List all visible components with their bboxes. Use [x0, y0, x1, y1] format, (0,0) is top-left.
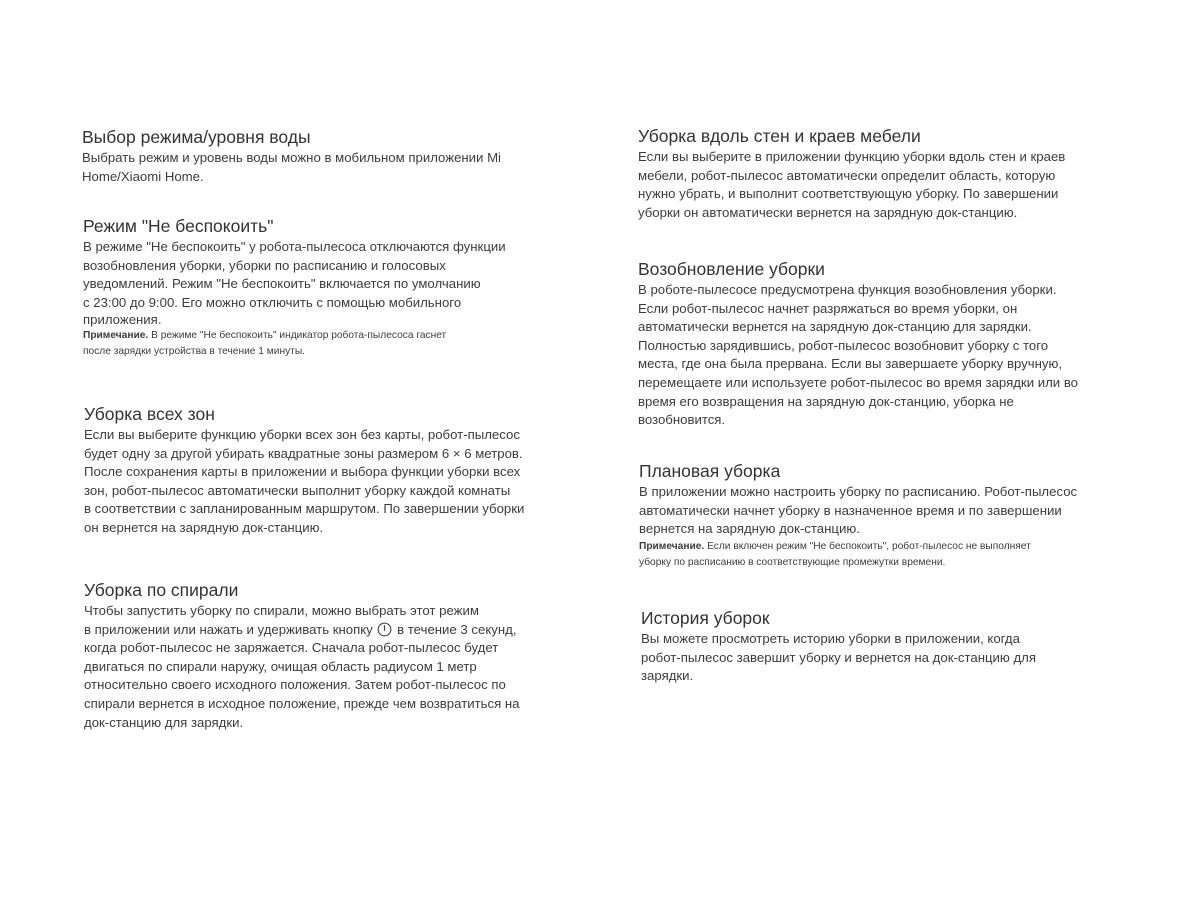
body-line: робот-пылесос завершит уборку и вернется на док-станцию для — [641, 649, 1036, 665]
body-line: уведомлений. Режим "Не беспокоить" включается по умолчанию — [83, 276, 481, 292]
note-line — [639, 539, 1114, 555]
body-line: время его возвращения на зарядную док-станцию, уборка не — [638, 393, 1014, 409]
section-title: Уборка по спирали — [84, 580, 239, 600]
body-line: зарядки. — [641, 668, 694, 684]
body-line: Чтобы запустить уборку по спирали, можно выбрать этот режим — [84, 603, 479, 618]
body-line: Если робот-пылесос начнет разряжаться во время уборки, он — [638, 300, 1018, 316]
body-line: автоматически вернется на зарядную док-станцию для зарядки. — [638, 319, 1032, 335]
body-line: вернется на зарядную док-станцию. — [639, 521, 860, 537]
note-text: Если включен режим "Не беспокоить", робот-пылесос не выполняет — [704, 540, 1031, 552]
section-title: Плановая уборка — [639, 461, 781, 481]
body-line: док-станцию для зарядки. — [84, 714, 244, 730]
section-spiral — [84, 579, 559, 732]
section-title: История уборок — [641, 608, 770, 628]
body-line: зон, робот-пылесос автоматически выполнит уборку каждой комнаты — [84, 482, 511, 498]
body-line: возобновится. — [638, 412, 726, 428]
body-line: относительно своего исходного положения. Затем робот-пылесос по — [84, 677, 506, 693]
note-line: уборку по расписанию в соответствующие промежутки времени. — [639, 556, 946, 568]
body-line: с 23:00 до 9:00. Его можно отключить с помощью мобильного — [83, 294, 462, 310]
body-line: нужно убрать, и выполнит соответствующую уборку. По завершении — [638, 186, 1059, 202]
section-cleaning-history — [641, 607, 1116, 686]
section-title: Уборка вдоль стен и краев мебели — [638, 126, 921, 146]
body-line: мебели, робот-пылесос автоматически определит область, которую — [638, 167, 1056, 183]
note-line — [83, 328, 558, 344]
body-line: Если вы выберите в приложении функцию уборки вдоль стен и краев — [638, 149, 1066, 164]
section-title: Возобновление уборки — [638, 259, 825, 279]
power-button-icon — [377, 622, 392, 637]
body-line: места, где она была прервана. Если вы завершаете уборку вручную, — [638, 356, 1063, 372]
body-line: В приложении можно настроить уборку по расписанию. Робот-пылесос — [639, 484, 1078, 499]
body-line: будет одну за другой убирать квадратные зоны размером 6 × 6 метров. — [84, 445, 523, 461]
body-line — [84, 621, 559, 640]
section-do-not-disturb — [83, 215, 558, 360]
section-title: Выбор режима/уровня воды — [82, 127, 311, 147]
body-text: в приложении или нажать и удерживать кнопку — [84, 621, 377, 637]
note-label: Примечание. — [83, 330, 149, 342]
body-line: возобновления уборки, уборки по расписанию и голосовых — [83, 257, 446, 273]
section-title: Режим "Не беспокоить" — [83, 216, 274, 236]
body-line: Вы можете просмотреть историю уборки в приложении, когда — [641, 631, 1020, 646]
section-mode-water-level — [82, 126, 557, 186]
body-line: двигаться по спирали наружу, очищая область радиусом 1 метр — [84, 658, 477, 674]
section-edges — [638, 125, 1113, 222]
body-line: Полностью зарядившись, робот-пылесос возобновит уборку с того — [638, 337, 1049, 353]
note-line: после зарядки устройства в течение 1 минуты. — [83, 346, 305, 358]
body-line: спирали вернется в исходное положение, прежде чем возвратиться на — [84, 695, 520, 711]
body-line: Home/Xiaomi Home. — [82, 168, 204, 184]
body-line: автоматически начнет уборку в назначенное время и по завершении — [639, 502, 1062, 518]
body-line: в соответствии с запланированным маршрутом. По завершении уборки — [84, 501, 525, 517]
body-line: В режиме "Не беспокоить" у робота-пылесоса отключаются функции — [83, 239, 506, 254]
section-resume-cleaning — [638, 258, 1113, 430]
body-line: когда робот-пылесос не заряжается. Сначала робот-пылесос будет — [84, 640, 499, 656]
body-line: приложения. — [83, 312, 162, 328]
body-line: уборки он автоматически вернется на зарядную док-станцию. — [638, 204, 1018, 220]
body-line: перемещаете или используете робот-пылесос во время зарядки или во — [638, 374, 1079, 390]
body-line: После сохранения карты в приложении и выбора функции уборки всех — [84, 464, 521, 480]
note-label: Примечание. — [639, 540, 705, 552]
note-text: В режиме "Не беспокоить" индикатор робота-пылесоса гаснет — [148, 330, 447, 342]
body-line: Если вы выберите функцию уборки всех зон без карты, робот-пылесос — [84, 427, 520, 442]
section-all-zones — [84, 403, 559, 538]
body-line: он вернется на зарядную док-станцию. — [84, 519, 324, 535]
body-line: В роботе-пылесосе предусмотрена функция возобновления уборки. — [638, 282, 1057, 297]
body-text: в течение 3 секунд, — [393, 621, 517, 637]
body-line: Выбрать режим и уровень воды можно в мобильном приложении Mi — [82, 150, 501, 165]
section-title: Уборка всех зон — [84, 404, 215, 424]
section-scheduled-cleaning — [639, 460, 1114, 571]
